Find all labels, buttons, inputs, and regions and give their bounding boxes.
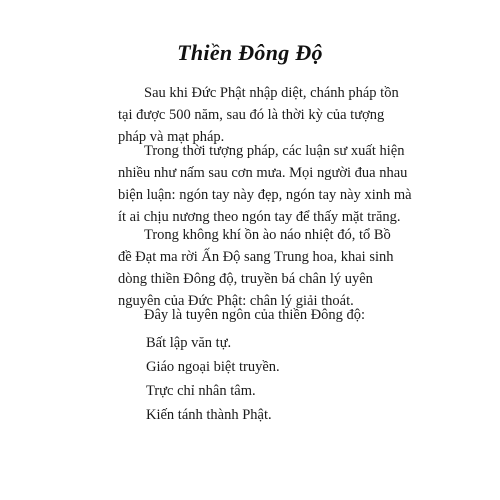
paragraph-line: Đây là tuyên ngôn của thiền Đông độ: xyxy=(144,307,366,323)
paragraph-line: đề Đạt ma rời Ấn Độ sang Trung hoa, khai sinh xyxy=(118,249,394,265)
maxim-4: Kiến tánh thành Phật. xyxy=(146,407,272,423)
paragraph-line: ít ai chịu nương theo ngón tay để thấy mặt trăng. xyxy=(118,209,401,225)
paragraph-line: nhiều như nấm sau cơn mưa. Mọi người đua nhau xyxy=(118,165,408,181)
paragraph-line: Trong không khí ồn ào náo nhiệt đó, tổ Bồ xyxy=(144,227,391,243)
paragraph-line: pháp và mạt pháp. xyxy=(118,129,225,145)
paragraph-line: tại được 500 năm, sau đó là thời kỳ của tượng xyxy=(118,107,385,123)
paragraph-2 xyxy=(118,140,412,228)
paragraph-line: biện luận: ngón tay này đẹp, ngón tay này xinh mà xyxy=(118,187,412,203)
paragraph-line: nguyên của Đức Phật: chân lý giải thoát. xyxy=(118,293,354,309)
paragraph-4 xyxy=(118,304,388,326)
paragraph-1 xyxy=(118,82,399,148)
paragraph-line: dòng thiền Đông độ, truyền bá chân lý uyên xyxy=(118,271,373,287)
maxim-1: Bất lập văn tự. xyxy=(146,335,232,351)
page-title: Thiền Đông Độ xyxy=(177,40,323,65)
maxim-2: Giáo ngoại biệt truyền. xyxy=(146,359,280,375)
paragraph-line: Trong thời tượng pháp, các luận sư xuất hiện xyxy=(144,143,405,159)
paragraph-line: Sau khi Đức Phật nhập diệt, chánh pháp tồn xyxy=(144,85,399,101)
maxim-3: Trực chỉ nhân tâm. xyxy=(146,383,256,399)
paragraph-3 xyxy=(118,224,394,312)
